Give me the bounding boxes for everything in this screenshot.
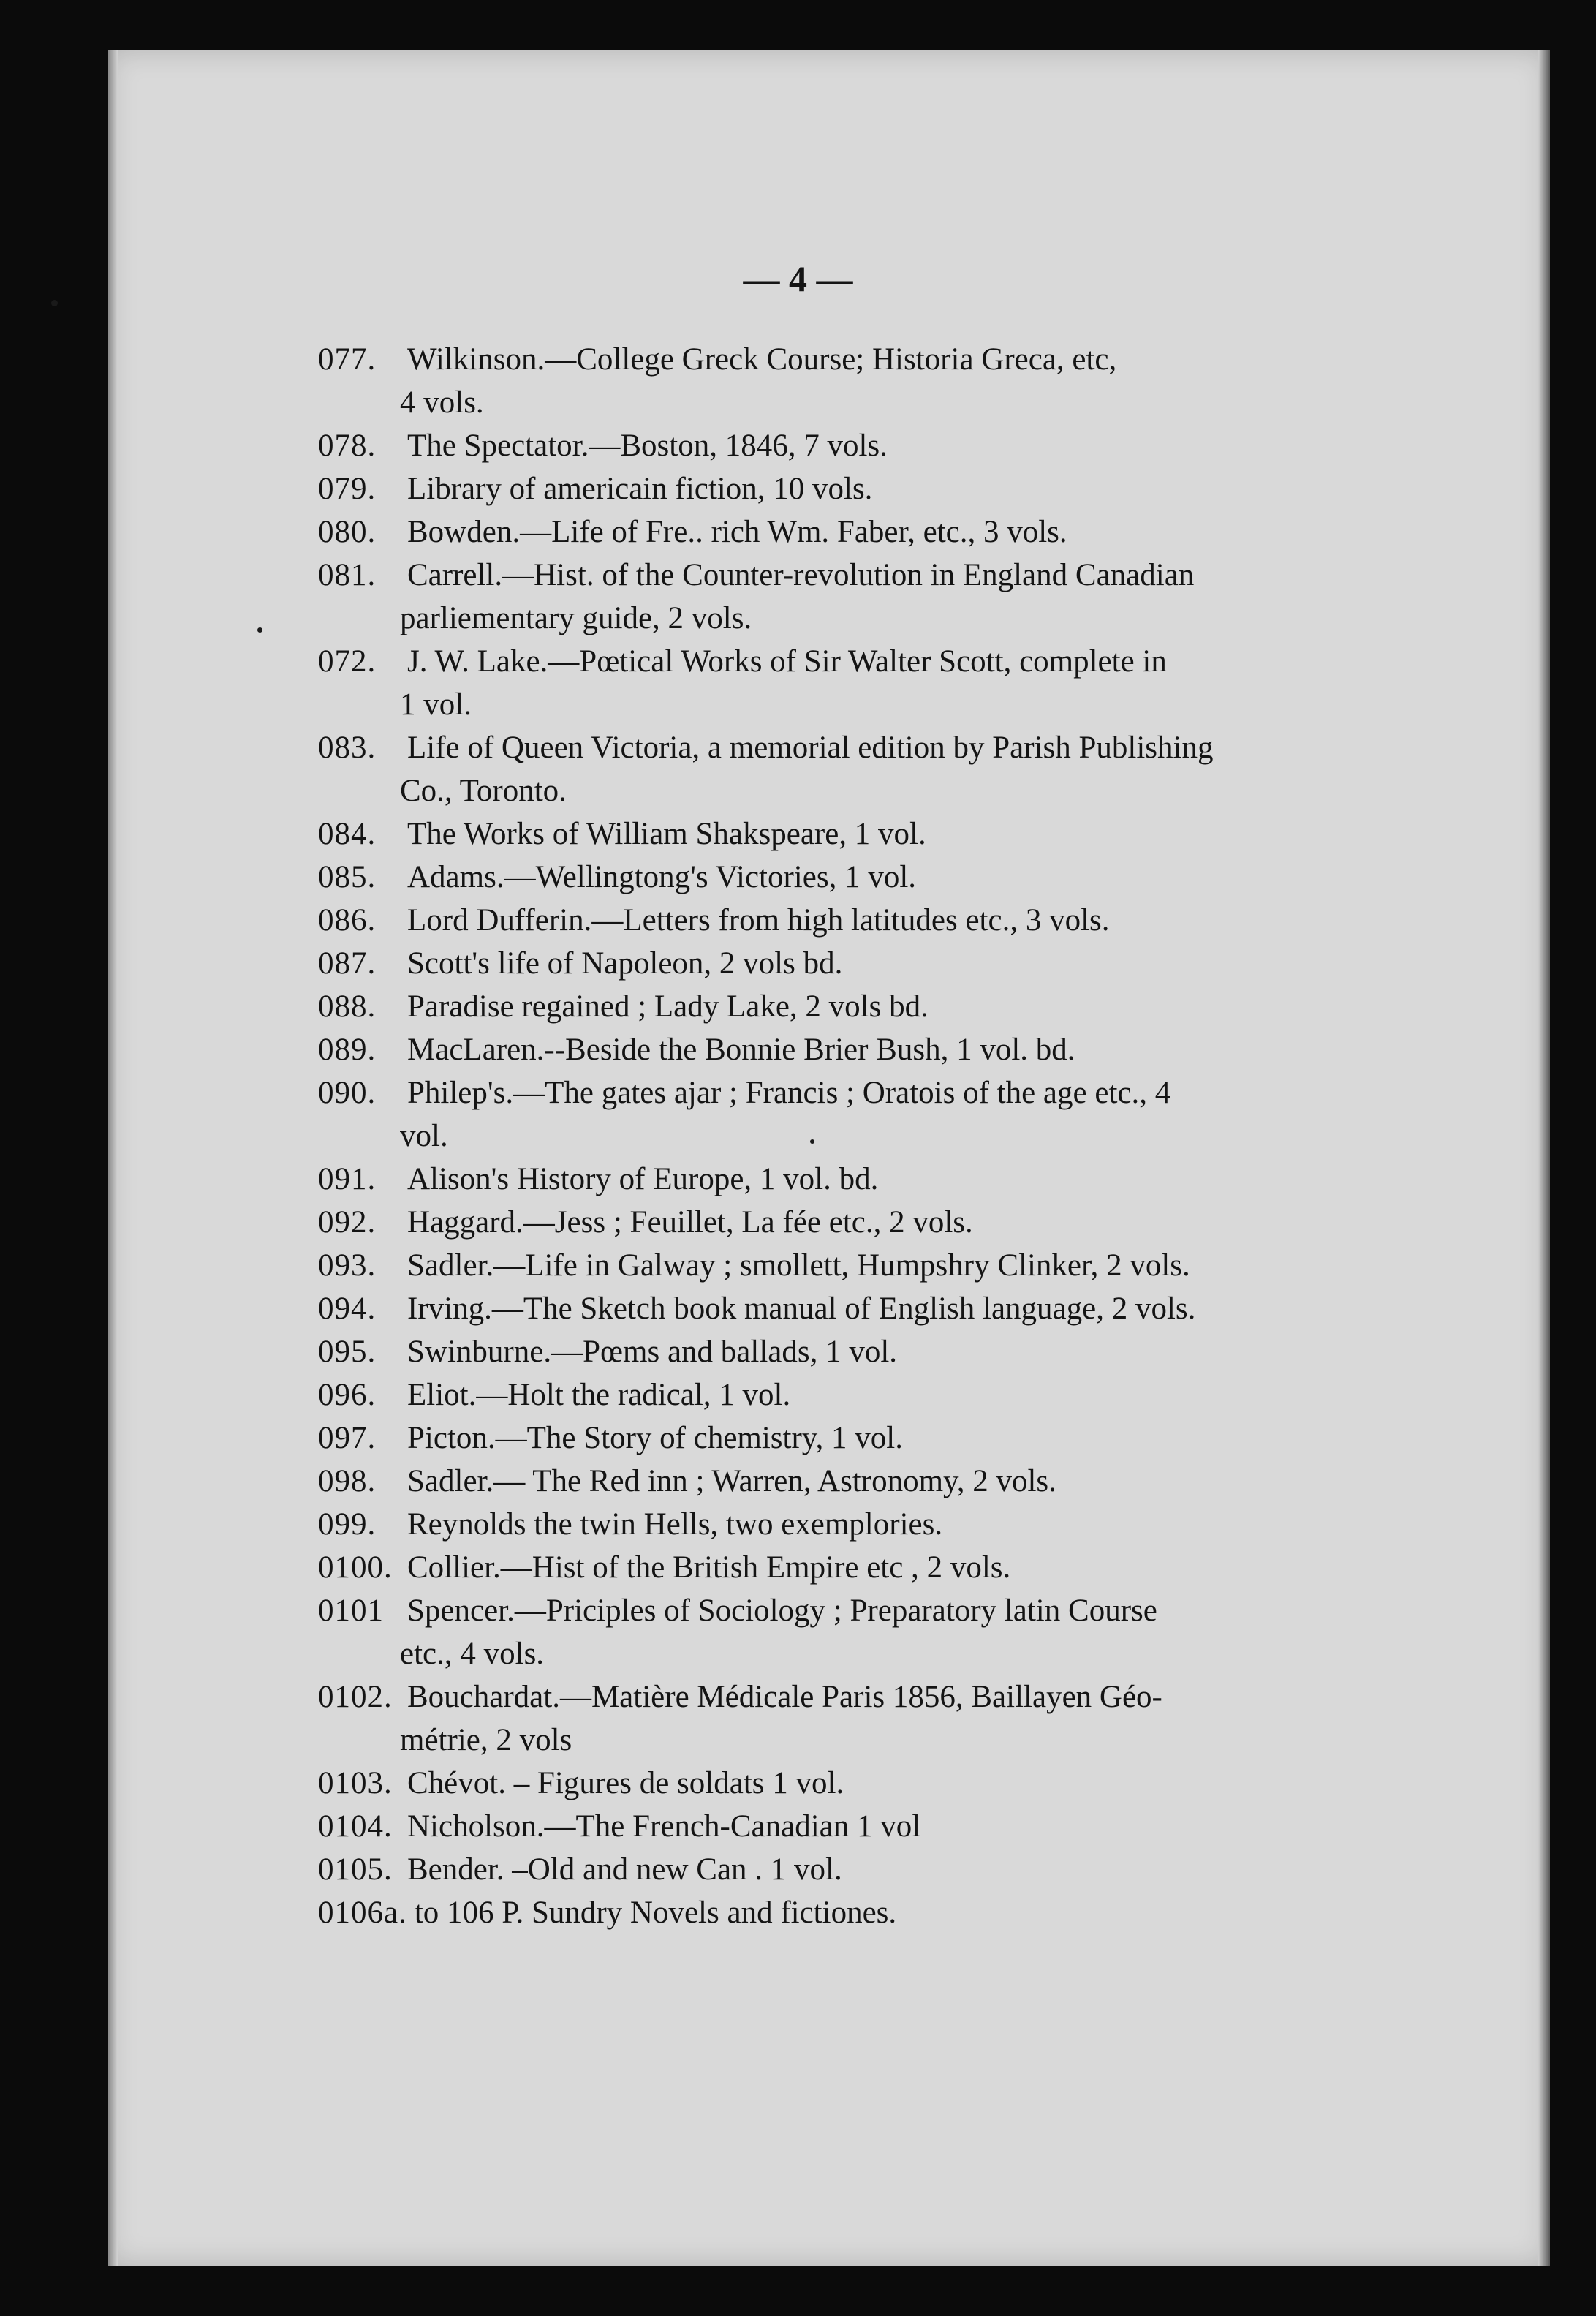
scan-speck bbox=[51, 300, 58, 306]
entry-continuation-line: Co., Toronto. bbox=[400, 774, 567, 808]
catalogue-entry bbox=[318, 856, 1393, 899]
entry-number: 078. bbox=[318, 429, 377, 463]
page-right-edge bbox=[1538, 50, 1550, 2266]
catalogue-entry bbox=[318, 1848, 1393, 1891]
entry-text bbox=[400, 338, 1393, 424]
catalogue-entry bbox=[318, 424, 1393, 467]
catalogue-entry bbox=[318, 1891, 1393, 1934]
entry-text bbox=[407, 1546, 1393, 1589]
entry-text bbox=[407, 424, 1393, 467]
entry-text bbox=[407, 1848, 1393, 1891]
catalogue-entry bbox=[318, 1028, 1393, 1071]
entry-main-line: Reynolds the twin Hells, two exemplories. bbox=[407, 1507, 943, 1542]
entry-main-line: Chévot. – Figures de soldats 1 vol. bbox=[407, 1766, 844, 1800]
entry-main-line: Scott's life of Napoleon, 2 vols bd. bbox=[407, 946, 843, 981]
entry-main-line: to 106 P. Sundry Novels and fictiones. bbox=[414, 1896, 897, 1930]
entry-main-line: Lord Dufferin.—Letters from high latitudes etc., 3 vols. bbox=[407, 903, 1110, 938]
page-number: — 4 — bbox=[743, 258, 853, 299]
entry-text bbox=[400, 726, 1393, 812]
entry-main-line: Philep's.—The gates ajar ; Francis ; Oratois of the age etc., 4 bbox=[407, 1076, 1171, 1110]
entry-number: 083. bbox=[318, 731, 377, 765]
entry-text bbox=[407, 1287, 1393, 1330]
entry-text bbox=[407, 856, 1393, 899]
entry-number: 087. bbox=[318, 946, 377, 981]
catalogue-entry bbox=[318, 1158, 1393, 1201]
entry-number: 092. bbox=[318, 1205, 377, 1240]
page-left-edge bbox=[108, 50, 118, 2266]
entry-number: 079. bbox=[318, 472, 377, 506]
entry-main-line: Bender. –Old and new Can . 1 vol. bbox=[407, 1852, 842, 1887]
entry-continuation-line: etc., 4 vols. bbox=[400, 1637, 545, 1671]
entry-main-line: Collier.—Hist of the British Empire etc , 2 vols. bbox=[407, 1550, 1011, 1585]
entry-number: 080. bbox=[318, 515, 377, 549]
entry-main-line: Wilkinson.—College Greck Course; Historia Greca, etc, bbox=[407, 342, 1117, 377]
entry-text bbox=[407, 1373, 1393, 1417]
catalogue-entry bbox=[318, 1244, 1393, 1287]
entry-number: 096. bbox=[318, 1378, 377, 1412]
entry-main-line: Paradise regained ; Lady Lake, 2 vols bd. bbox=[407, 989, 929, 1024]
catalogue-entry bbox=[318, 812, 1393, 856]
entry-number: 0105. bbox=[318, 1852, 393, 1887]
catalogue-entry bbox=[318, 985, 1393, 1028]
entry-text bbox=[407, 1244, 1393, 1287]
catalogue-entry bbox=[318, 1546, 1393, 1589]
entry-main-line: Spencer.—Priciples of Sociology ; Preparatory latin Course bbox=[407, 1593, 1157, 1628]
entry-number: 085. bbox=[318, 860, 377, 894]
entry-number: 0101 bbox=[318, 1593, 384, 1628]
entry-text bbox=[407, 812, 1393, 856]
catalogue-entry bbox=[318, 899, 1393, 942]
entry-number: 090. bbox=[318, 1076, 377, 1110]
entry-main-line: Life of Queen Victoria, a memorial edition by Parish Publishing bbox=[407, 731, 1214, 765]
entry-text bbox=[407, 942, 1393, 985]
entry-text bbox=[407, 1417, 1393, 1460]
entry-number: 093. bbox=[318, 1248, 377, 1283]
entry-text bbox=[400, 554, 1393, 640]
entry-number: 077. bbox=[318, 342, 377, 377]
entry-continuation-line: 1 vol. bbox=[400, 687, 472, 722]
catalogue-list bbox=[318, 338, 1393, 1934]
entry-text bbox=[400, 1675, 1393, 1762]
entry-main-line: Picton.—The Story of chemistry, 1 vol. bbox=[407, 1421, 903, 1455]
entry-number: 094. bbox=[318, 1291, 377, 1326]
catalogue-entry bbox=[318, 1503, 1393, 1546]
entry-main-line: Sadler.— The Red inn ; Warren, Astronomy, 2 vols. bbox=[407, 1464, 1056, 1498]
scan-speck bbox=[257, 627, 262, 633]
entry-number: 099. bbox=[318, 1507, 377, 1542]
entry-text bbox=[407, 1805, 1393, 1848]
entry-main-line: Alison's History of Europe, 1 vol. bd. bbox=[407, 1162, 879, 1196]
entry-text bbox=[415, 1891, 1393, 1934]
entry-number: 089. bbox=[318, 1033, 377, 1067]
entry-text bbox=[407, 1158, 1393, 1201]
catalogue-entry bbox=[318, 1805, 1393, 1848]
entry-main-line: Irving.—The Sketch book manual of English language, 2 vols. bbox=[407, 1291, 1196, 1326]
catalogue-entry bbox=[318, 942, 1393, 985]
catalogue-entry bbox=[318, 1417, 1393, 1460]
entry-main-line: Swinburne.—Pœms and ballads, 1 vol. bbox=[407, 1335, 898, 1369]
catalogue-entry bbox=[318, 640, 1393, 726]
entry-number: 097. bbox=[318, 1421, 377, 1455]
entry-main-line: Carrell.—Hist. of the Counter-revolution in England Canadian bbox=[407, 558, 1195, 592]
catalogue-entry bbox=[318, 338, 1393, 424]
catalogue-entry bbox=[318, 1287, 1393, 1330]
entry-number: 0102. bbox=[318, 1680, 393, 1714]
catalogue-entry bbox=[318, 1201, 1393, 1244]
entry-main-line: The Works of William Shakspeare, 1 vol. bbox=[407, 817, 926, 851]
catalogue-entry bbox=[318, 467, 1393, 510]
entry-continuation-line: métrie, 2 vols bbox=[400, 1723, 572, 1757]
entry-main-line: Sadler.—Life in Galway ; smollett, Humpshry Clinker, 2 vols. bbox=[407, 1248, 1190, 1283]
entry-text bbox=[407, 510, 1393, 554]
catalogue-entry bbox=[318, 1071, 1393, 1158]
entry-main-line: Library of americain fiction, 10 vols. bbox=[407, 472, 873, 506]
entry-main-line: Nicholson.—The French-Canadian 1 vol bbox=[407, 1809, 921, 1844]
entry-number: 0104. bbox=[318, 1809, 393, 1844]
entry-number: 0106a. bbox=[318, 1896, 407, 1930]
entry-text bbox=[400, 1071, 1393, 1158]
catalogue-entry bbox=[318, 726, 1393, 812]
catalogue-entry bbox=[318, 1675, 1393, 1762]
entry-number: 072. bbox=[318, 644, 377, 679]
entry-number: 098. bbox=[318, 1464, 377, 1498]
entry-number: 0103. bbox=[318, 1766, 393, 1800]
entry-text bbox=[400, 1589, 1393, 1675]
entry-number: 0100. bbox=[318, 1550, 393, 1585]
entry-main-line: Adams.—Wellingtong's Victories, 1 vol. bbox=[407, 860, 917, 894]
entry-text bbox=[407, 1201, 1393, 1244]
entry-number: 084. bbox=[318, 817, 377, 851]
catalogue-entry bbox=[318, 1330, 1393, 1373]
catalogue-entry bbox=[318, 1460, 1393, 1503]
catalogue-entry bbox=[318, 554, 1393, 640]
entry-main-line: The Spectator.—Boston, 1846, 7 vols. bbox=[407, 429, 888, 463]
entry-continuation-line: vol. bbox=[400, 1119, 448, 1153]
entry-main-line: Haggard.—Jess ; Feuillet, La fée etc., 2 vols. bbox=[407, 1205, 973, 1240]
entry-text bbox=[407, 985, 1393, 1028]
entry-main-line: Bouchardat.—Matière Médicale Paris 1856, Baillayen Géo- bbox=[407, 1680, 1162, 1714]
entry-number: 091. bbox=[318, 1162, 377, 1196]
entry-number: 095. bbox=[318, 1335, 377, 1369]
entry-main-line: Bowden.—Life of Fre.. rich Wm. Faber, etc., 3 vols. bbox=[407, 515, 1067, 549]
entry-text bbox=[407, 1503, 1393, 1546]
entry-text bbox=[407, 1460, 1393, 1503]
entry-number: 088. bbox=[318, 989, 377, 1024]
entry-number: 086. bbox=[318, 903, 377, 938]
catalogue-entry bbox=[318, 1373, 1393, 1417]
entry-continuation-line: parliementary guide, 2 vols. bbox=[400, 601, 752, 635]
entry-main-line: J. W. Lake.—Pœtical Works of Sir Walter Scott, complete in bbox=[407, 644, 1167, 679]
entry-text bbox=[407, 1762, 1393, 1805]
entry-text bbox=[407, 1330, 1393, 1373]
entry-main-line: Eliot.—Holt the radical, 1 vol. bbox=[407, 1378, 791, 1412]
entry-text bbox=[407, 467, 1393, 510]
entry-text bbox=[400, 640, 1393, 726]
entry-main-line: MacLaren.--Beside the Bonnie Brier Bush, 1 vol. bd. bbox=[407, 1033, 1075, 1067]
entry-text bbox=[407, 899, 1393, 942]
catalogue-entry bbox=[318, 1762, 1393, 1805]
entry-continuation-line: 4 vols. bbox=[400, 385, 484, 420]
entry-text bbox=[407, 1028, 1393, 1071]
entry-number: 081. bbox=[318, 558, 377, 592]
catalogue-entry bbox=[318, 1589, 1393, 1675]
catalogue-entry bbox=[318, 510, 1393, 554]
